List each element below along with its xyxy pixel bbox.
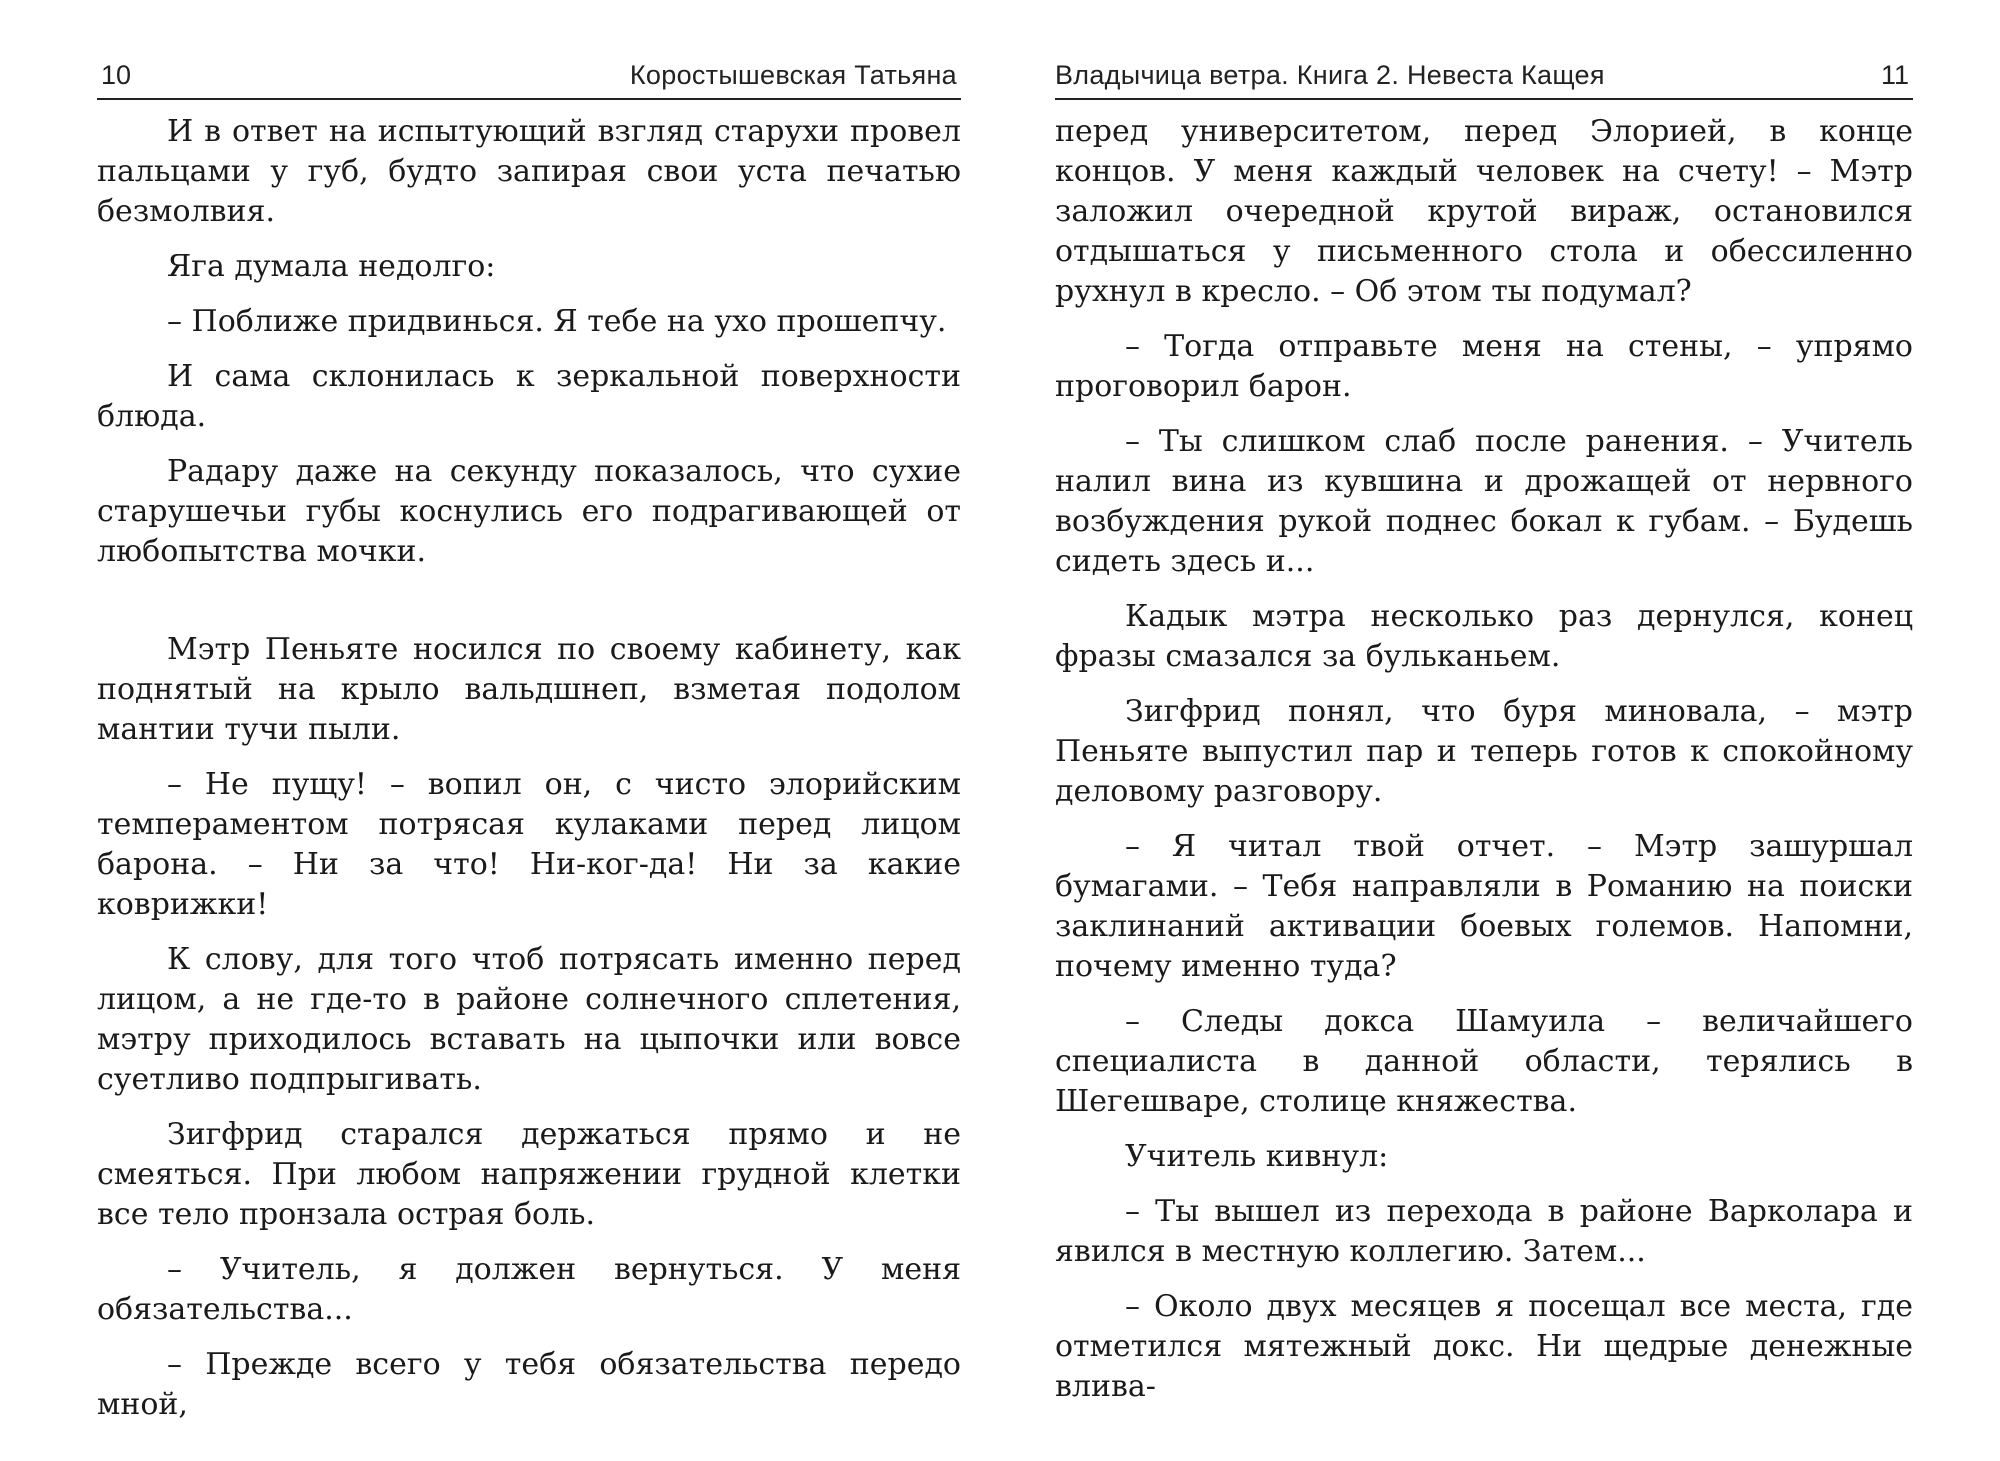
paragraph: Учитель кивнул: [1125,1139,1389,1174]
paragraph: – Прежде всего у тебя обязательства передо мной, [97,1347,961,1422]
left-page [97,0,961,1461]
paragraph: – Я читал твой отчет. – Мэтр зашуршал бумагами. – Тебя направляли в Романию на поиски заклинаний активации боевых големов. Напомни, почему именно туда? [1055,829,1913,984]
paragraph: Яга думала недолго: [167,249,496,284]
paragraph: – Не пущу! – вопил он, с чисто элорийским темпераментом потрясая кулаками перед лицом барона. – Ни за что! Ни-ког-да! Ни за какие коврижки! [97,767,961,922]
paragraph: И в ответ на испытующий взгляд старухи провел пальцами у губ, будто запирая свои уста печатью безмолвия. [97,114,961,229]
paragraph: – Учитель, я должен вернуться. У меня обязательства... [97,1252,961,1327]
left-running-head [97,52,961,100]
paragraph: Мэтр Пеньяте носился по своему кабинету, как поднятый на крыло вальдшнеп, взметая подолом мантии тучи пыли. [97,632,961,747]
paragraph: Кадык мэтра несколько раз дернулся, конец фразы смазался за бульканьем. [1055,599,1913,674]
right-page-body [1055,112,1913,1422]
left-page-body [97,112,961,1440]
paragraph: – Ты слишком слаб после ранения. – Учитель налил вина из кувшина и дрожащей от нервного возбуждения рукой поднес бокал к губам. – Будешь сидеть здесь и... [1055,424,1913,579]
right-page-number: 11 [1880,60,1909,90]
right-page [1055,0,1913,1461]
paragraph: И сама склонилась к зеркальной поверхности блюда. [97,359,961,434]
paragraph: – Поближе придвинься. Я тебе на ухо прошепчу. [167,304,947,339]
paragraph: Зигфрид понял, что буря миновала, – мэтр Пеньяте выпустил пар и теперь готов к спокойному деловому разговору. [1055,694,1913,809]
paragraph: – Ты вышел из перехода в районе Варколара и явился в местную коллегию. Затем... [1055,1194,1913,1269]
paragraph: Радару даже на секунду показалось, что сухие старушечьи губы коснулись его подрагивающей от любопытства мочки. [97,454,961,569]
paragraph: – Следы докса Шамуила – величайшего специалиста в данной области, терялись в Шегешваре, столице княжества. [1055,1004,1913,1119]
left-page-number: 10 [101,60,132,90]
right-running-head [1055,52,1913,100]
right-running-title: Владычица ветра. Книга 2. Невеста Кащея [1055,60,1605,90]
paragraph: К слову, для того чтоб потрясать именно перед лицом, а не где-то в районе солнечного сплетения, мэтру приходилось вставать на цыпочки или вовсе суетливо подпрыгивать. [97,942,961,1097]
paragraph: Зигфрид старался держаться прямо и не смеяться. При любом напряжении грудной клетки все тело пронзала острая боль. [97,1117,961,1232]
left-running-title: Коростышевская Татьяна [629,60,957,90]
paragraph: – Тогда отправьте меня на стены, – упрямо проговорил барон. [1055,329,1913,404]
paragraph: перед университетом, перед Элорией, в конце концов. У меня каждый человек на счету! – Мэтр заложил очередной крутой вираж, остановился отдышаться у письменного стола и обессиленно рухнул в кресло. – Об этом ты подумал? [1055,114,1913,309]
paragraph: – Около двух месяцев я посещал все места, где отметился мятежный докс. Ни щедрые денежные влива- [1055,1289,1913,1404]
